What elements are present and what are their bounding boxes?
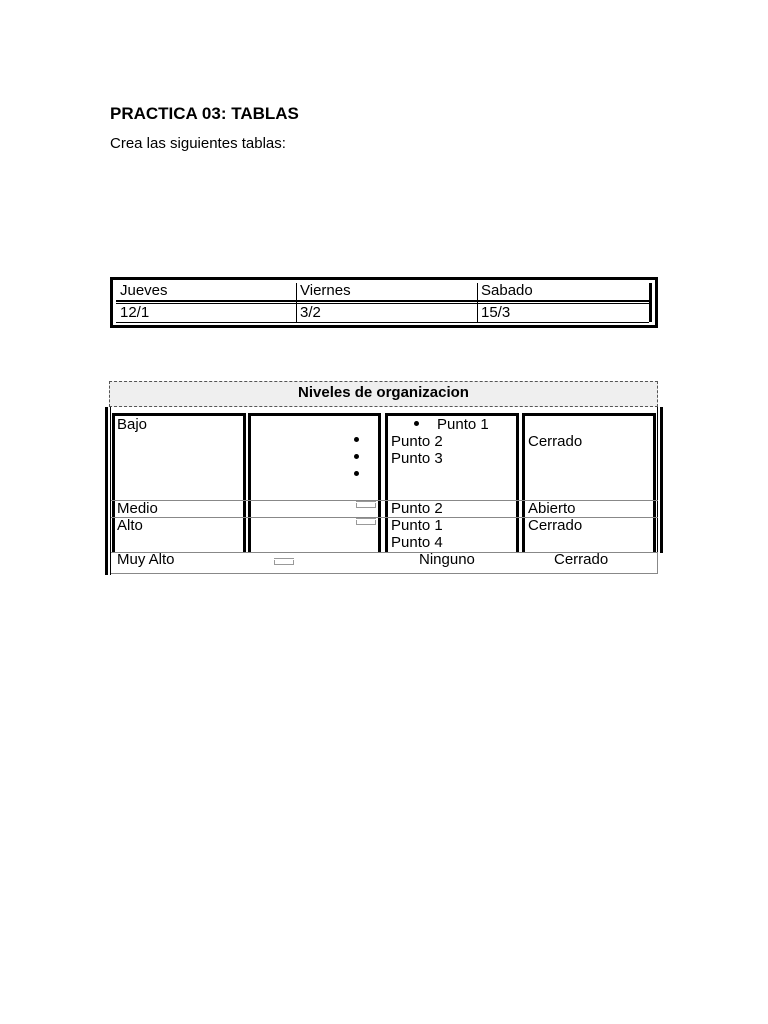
row-separator bbox=[111, 500, 658, 501]
status-alto: Cerrado bbox=[528, 517, 583, 534]
right-border bbox=[660, 407, 663, 553]
empty-bullet bbox=[354, 437, 359, 442]
data-cell-jueves: 12/1 bbox=[120, 304, 150, 321]
level-muy-alto: Muy Alto bbox=[117, 551, 175, 568]
placeholder-icon bbox=[274, 560, 294, 565]
page-title: PRACTICA 03: TABLAS bbox=[110, 104, 299, 123]
page-subtitle: Crea las siguientes tablas: bbox=[110, 135, 286, 152]
point-item: Punto 2 bbox=[391, 433, 443, 450]
row-separator bbox=[111, 573, 658, 574]
days-table bbox=[110, 277, 658, 328]
point-item: Punto 1 bbox=[391, 517, 443, 534]
days-table-header-separator bbox=[116, 300, 649, 304]
level-bajo: Bajo bbox=[117, 416, 148, 433]
header-cell-sabado: Sabado bbox=[481, 282, 533, 299]
placeholder-icon bbox=[356, 503, 376, 508]
level-medio: Medio bbox=[117, 500, 158, 517]
levels-table-title: Niveles de organizacion bbox=[109, 381, 658, 407]
status-muy-alto: Cerrado bbox=[554, 551, 609, 568]
level-alto: Alto bbox=[117, 517, 143, 534]
levels-table bbox=[105, 407, 663, 575]
right-border-inner bbox=[657, 407, 658, 553]
point-item: Punto 2 bbox=[391, 500, 443, 517]
point-bullet bbox=[414, 421, 419, 426]
empty-bullet bbox=[354, 471, 359, 476]
last-row-right-border bbox=[657, 552, 658, 574]
days-table-bottom-line bbox=[116, 322, 649, 323]
column-box-icons bbox=[248, 413, 381, 553]
header-cell-viernes: Viernes bbox=[300, 282, 351, 299]
point-item: Punto 1 bbox=[437, 416, 489, 433]
header-cell-jueves: Jueves bbox=[120, 282, 168, 299]
status-medio: Abierto bbox=[528, 500, 576, 517]
point-item: Punto 3 bbox=[391, 450, 443, 467]
left-border bbox=[105, 407, 108, 575]
point-item: Punto 4 bbox=[391, 534, 443, 551]
data-cell-viernes: 3/2 bbox=[300, 304, 321, 321]
data-cell-sabado: 15/3 bbox=[481, 304, 511, 321]
point-item: Ninguno bbox=[419, 551, 475, 568]
empty-bullet bbox=[354, 454, 359, 459]
status-bajo: Cerrado bbox=[528, 433, 583, 450]
placeholder-icon bbox=[356, 520, 376, 525]
left-border-inner bbox=[110, 407, 111, 575]
